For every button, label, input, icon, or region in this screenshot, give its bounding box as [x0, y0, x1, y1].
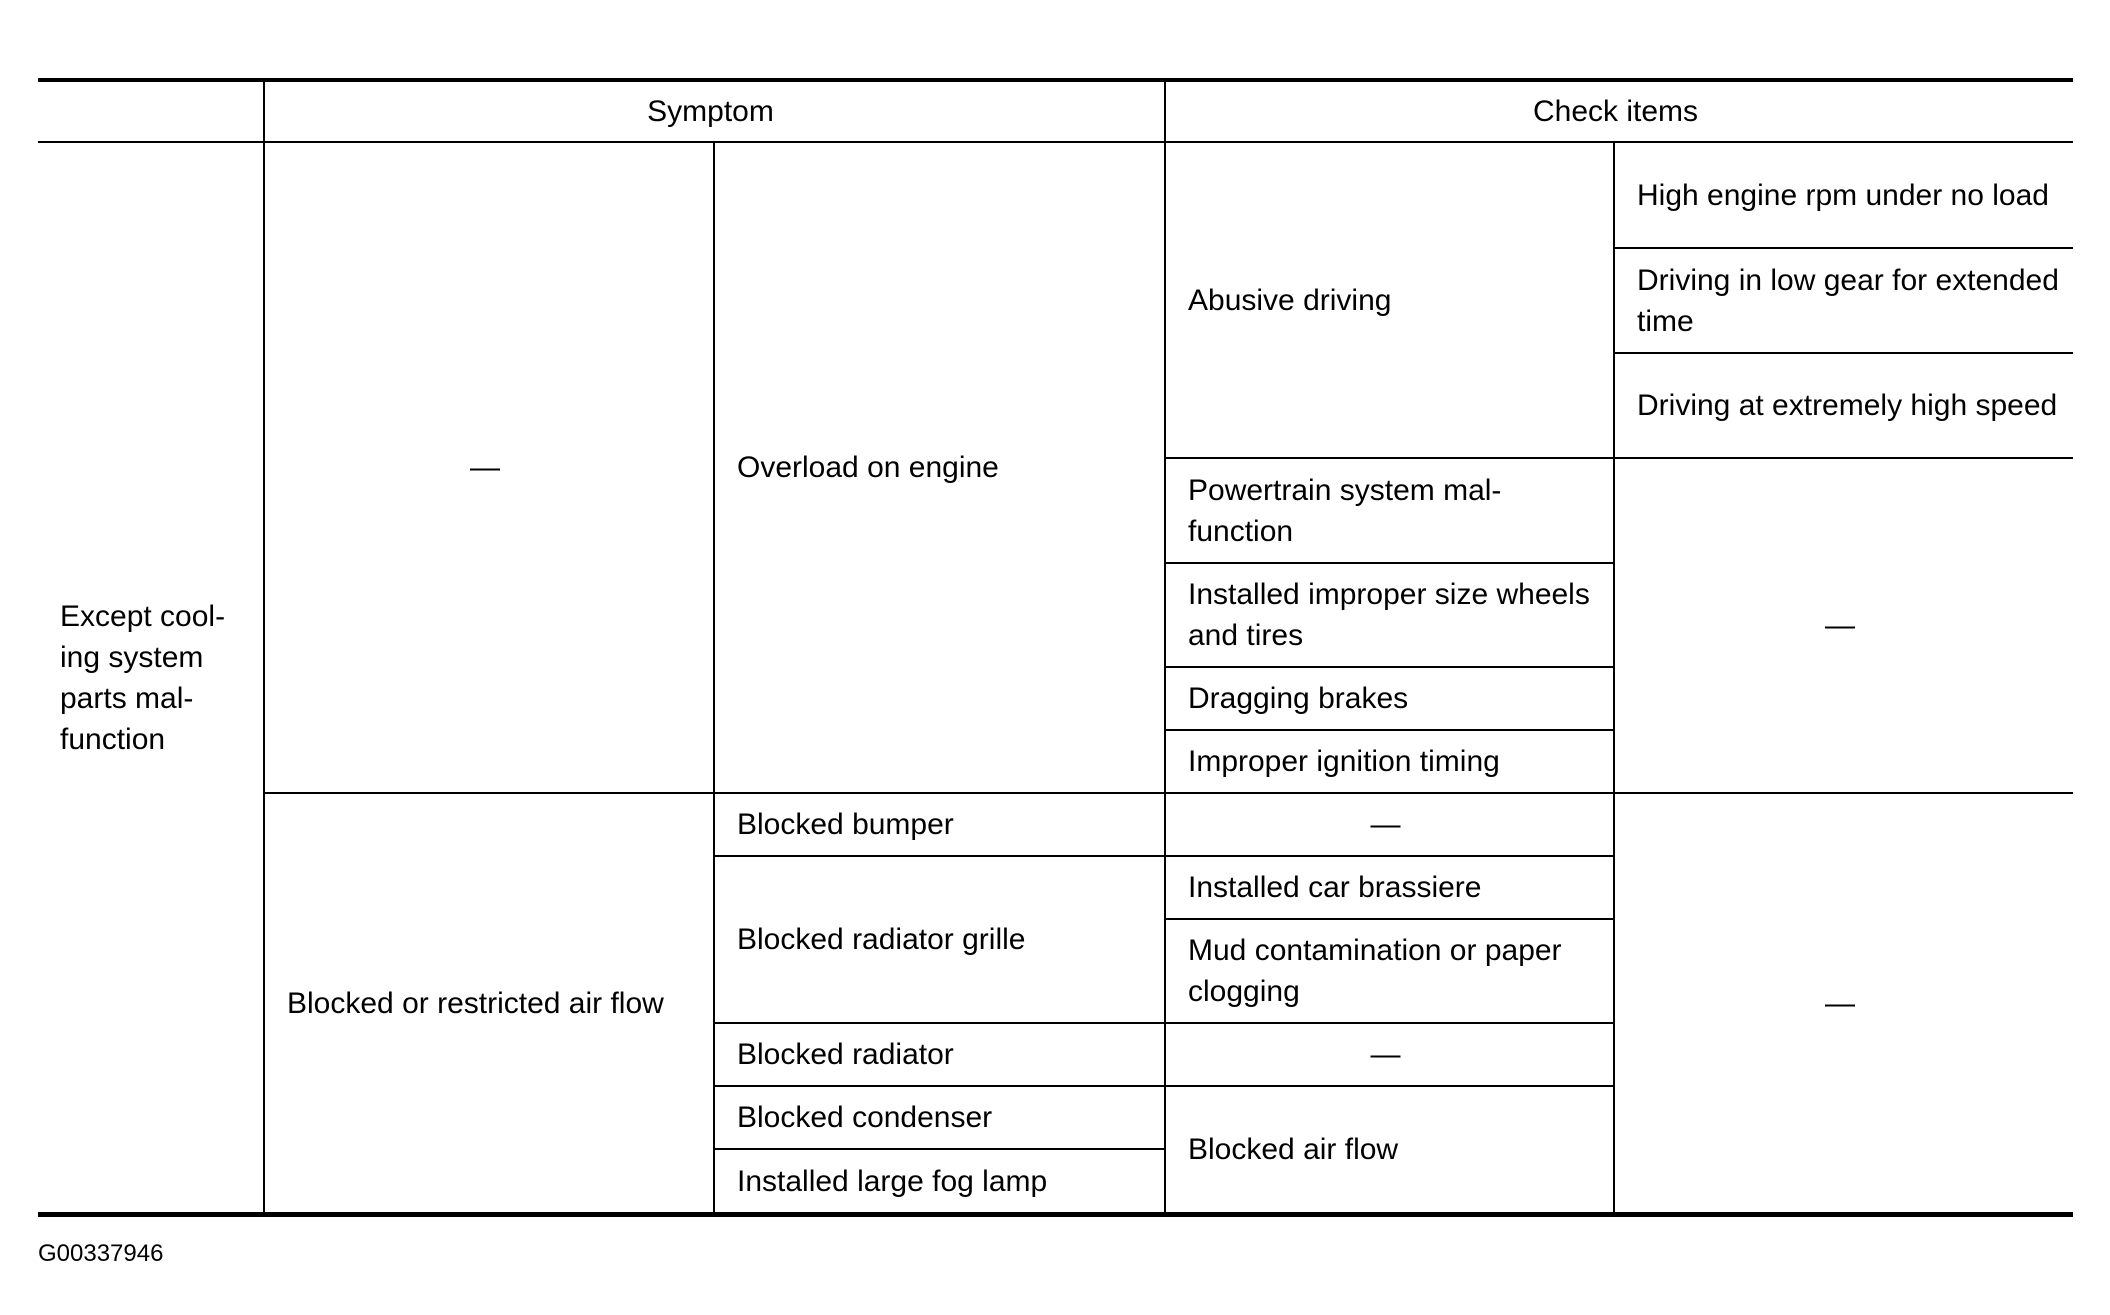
symptom-grille: Blocked radiator grille	[715, 857, 1166, 1024]
header-blank	[38, 82, 265, 143]
figure-code: G00337946	[38, 1240, 164, 1267]
header-check-items: Check items	[1166, 82, 2073, 143]
overload-detail-dash: —	[1615, 459, 2073, 794]
airflow-detail-dash: —	[1825, 986, 1855, 1020]
airflow-cause: Blocked or restricted air flow	[265, 794, 715, 1212]
check-radiator: —	[1166, 1024, 1615, 1087]
check-brassiere: Installed car brassiere	[1166, 857, 1615, 920]
check-bumper: —	[1166, 794, 1615, 857]
symptom-fog-lamp: Installed large fog lamp	[715, 1150, 1166, 1212]
cooling-diagnosis-table	[38, 78, 2073, 1217]
check-abusive-driving: Abusive driving	[1166, 143, 1615, 459]
header-symptom: Symptom	[265, 82, 1166, 143]
check-ignition: Improper ignition timing	[1166, 731, 1615, 794]
row-group-label: Except cool-ing system parts mal-function	[38, 143, 265, 1212]
check-powertrain: Powertrain system mal-function	[1166, 459, 1615, 564]
detail-item: Driving in low gear for extended time	[1615, 249, 2073, 354]
overload-symptom: Overload on engine	[715, 143, 1166, 794]
overload-cause: —	[265, 143, 715, 794]
detail-item: High engine rpm under no load	[1615, 143, 2073, 249]
symptom-radiator: Blocked radiator	[715, 1024, 1166, 1087]
detail-item: Driving at extremely high speed	[1615, 354, 2073, 459]
symptom-condenser: Blocked condenser	[715, 1087, 1166, 1150]
check-brakes: Dragging brakes	[1166, 668, 1615, 731]
symptom-bumper: Blocked bumper	[715, 794, 1166, 857]
check-blocked-air-flow: Blocked air flow	[1166, 1087, 1615, 1212]
check-wheels: Installed improper size wheels and tires	[1166, 564, 1615, 668]
check-mud: Mud contamination or paper clogging	[1166, 920, 1615, 1024]
